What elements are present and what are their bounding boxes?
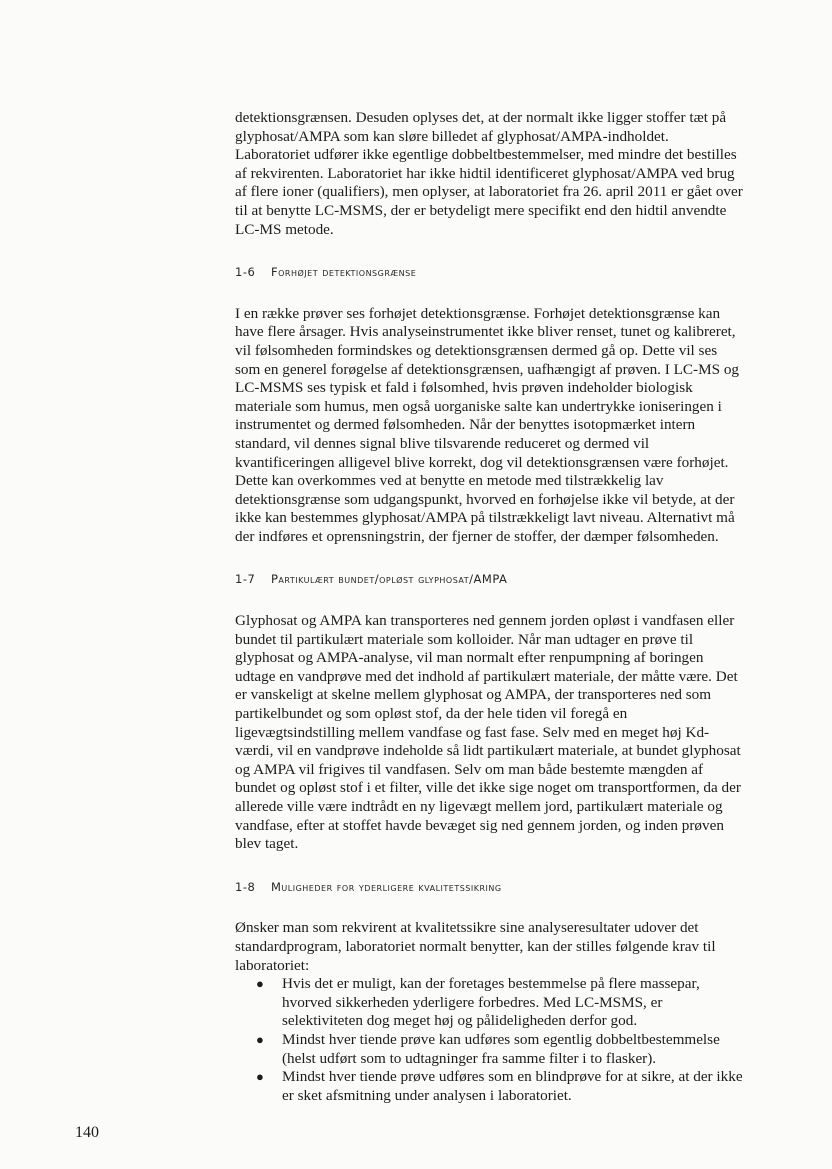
- section-paragraph: Glyphosat og AMPA kan transporteres ned gennem jorden opløst i vandfasen eller bundet til partikulært materiale som kolloider. Når man udtager en prøve til glyphosat og AMPA-analyse, vil man normalt efter renpumpning af boringen udtage en vandprøve med det indhold af partikulært materiale, der måtte være. Det er vanskeligt at skelne mellem glyphosat og AMPA, der transporteres ned som partikelbundet og som opløst stof, da der hele tiden vil foregå en ligevægtsindstilling mellem vandfase og fast fase. Selv med en meget høj Kd-værdi, vil en vandprøve indeholde så lidt partikulært materiale, at bundet glyphosat og AMPA vil frigives til vandfasen. Selv om man både bestemte mængden af bundet og opløst stof i et filter, ville det ikke sige noget om transportformen, da der allerede ville være indtrådt en ny ligevægt mellem jord, partikulært materiale og vandfase, efter at stoffet havde bevæget sig ned gennem jorden, og inden prøven blev taget.: [235, 612, 741, 853]
- bullet-icon: ●: [256, 1069, 264, 1085]
- section-paragraph: I en række prøver ses forhøjet detektionsgrænse. Forhøjet detektionsgrænse kan have flere årsager. Hvis analyseinstrumentet ikke bliver renset, tunet og kalibreret, vil følsomheden formindskes og detektionsgrænsen dermed gå op. Dette vil ses som en generel forøgelse af detektionsgrænsen, uafhængigt af prøven. I LC-MS og LC-MSMS ses typisk et fald i følsomhed, hvis prøven indeholder biologisk materiale som humus, men også uorganiske salte kan undertrykke ioniseringen i instrumentet og dermed følsomheden. Når der benyttes isotopmærket intern standard, vil dennes signal blive tilsvarende reduceret og dermed vil kvantificeringen alligevel blive korrekt, dog vil detektionsgrænsen være forhøjet. Dette kan overkommes ved at benytte en metode med tilstrækkelig lav detektionsgrænse som udgangspunkt, hvorved en forhøjelse ikke vil betyde, at der ikke kan bestemmes glyphosat/AMPA på tilstrækkeligt lavt niveau. Alternativt må der indføres et oprensningstrin, der fjerner de stoffer, der dæmper følsomheden.: [235, 304, 740, 545]
- page-number: 140: [75, 1124, 99, 1141]
- section-paragraph: Ønsker man som rekvirent at kvalitetssikre sine analyseresultater udover det standardprogram, laboratoriet normalt benytter, kan der stilles følgende krav til laboratoriet:: [235, 919, 716, 974]
- list-item-text: Mindst hver tiende prøve udføres som en blindprøve for at sikre, at der ikke er sket afsmitning under analysen i laboratoriet.: [282, 1068, 743, 1104]
- list-item-text: Mindst hver tiende prøve kan udføres som egentlig dobbeltbestemmelse (helst udført som to udtagninger fra samme filter i to flasker).: [282, 1030, 720, 1067]
- section-heading-1-7: [235, 570, 745, 589]
- list-item-text: Hvis det er muligt, kan der foretages bestemmelse på flere massepar, hvorved sikkerheden yderligere forbedres. Med LC-MSMS, er selektiviteten dog meget høj og pålideligheden derfor god.: [282, 975, 700, 1030]
- section-heading-1-8: [235, 878, 745, 897]
- page-content: [235, 109, 745, 1105]
- section-title: Forhøjet detektionsgrænse: [271, 265, 417, 280]
- section-title: Partikulært bundet/opløst glyphosat/AMPA: [271, 572, 508, 587]
- list-item: [256, 1031, 745, 1068]
- bullet-list: [235, 975, 745, 1105]
- bullet-icon: ●: [256, 976, 264, 992]
- list-item: [256, 975, 745, 1031]
- section-number: 1-8: [235, 879, 256, 894]
- section-heading-1-6: [235, 263, 745, 282]
- bullet-icon: ●: [256, 1031, 264, 1047]
- list-item: [256, 1068, 745, 1105]
- section-number: 1-7: [235, 572, 256, 587]
- intro-paragraph: detektionsgrænsen. Desuden oplyses det, at der normalt ikke ligger stoffer tæt på glyphosat/AMPA som kan sløre billedet af glyphosat/AMPA-indholdet. Laboratoriet udfører ikke egentlige dobbeltbestemmelser, med mindre det bestilles af rekvirenten. Laboratoriet har ikke hidtil identificeret glyphosat/AMPA ved brug af flere ioner (qualifiers), men oplyser, at laboratoriet fra 26. april 2011 er gået over til at benytte LC-MSMS, der er betydeligt mere specifikt end den hidtil anvendte LC-MS metode.: [235, 109, 743, 238]
- section-title: Muligheder for yderligere kvalitetssikring: [271, 879, 502, 894]
- section-number: 1-6: [235, 265, 256, 280]
